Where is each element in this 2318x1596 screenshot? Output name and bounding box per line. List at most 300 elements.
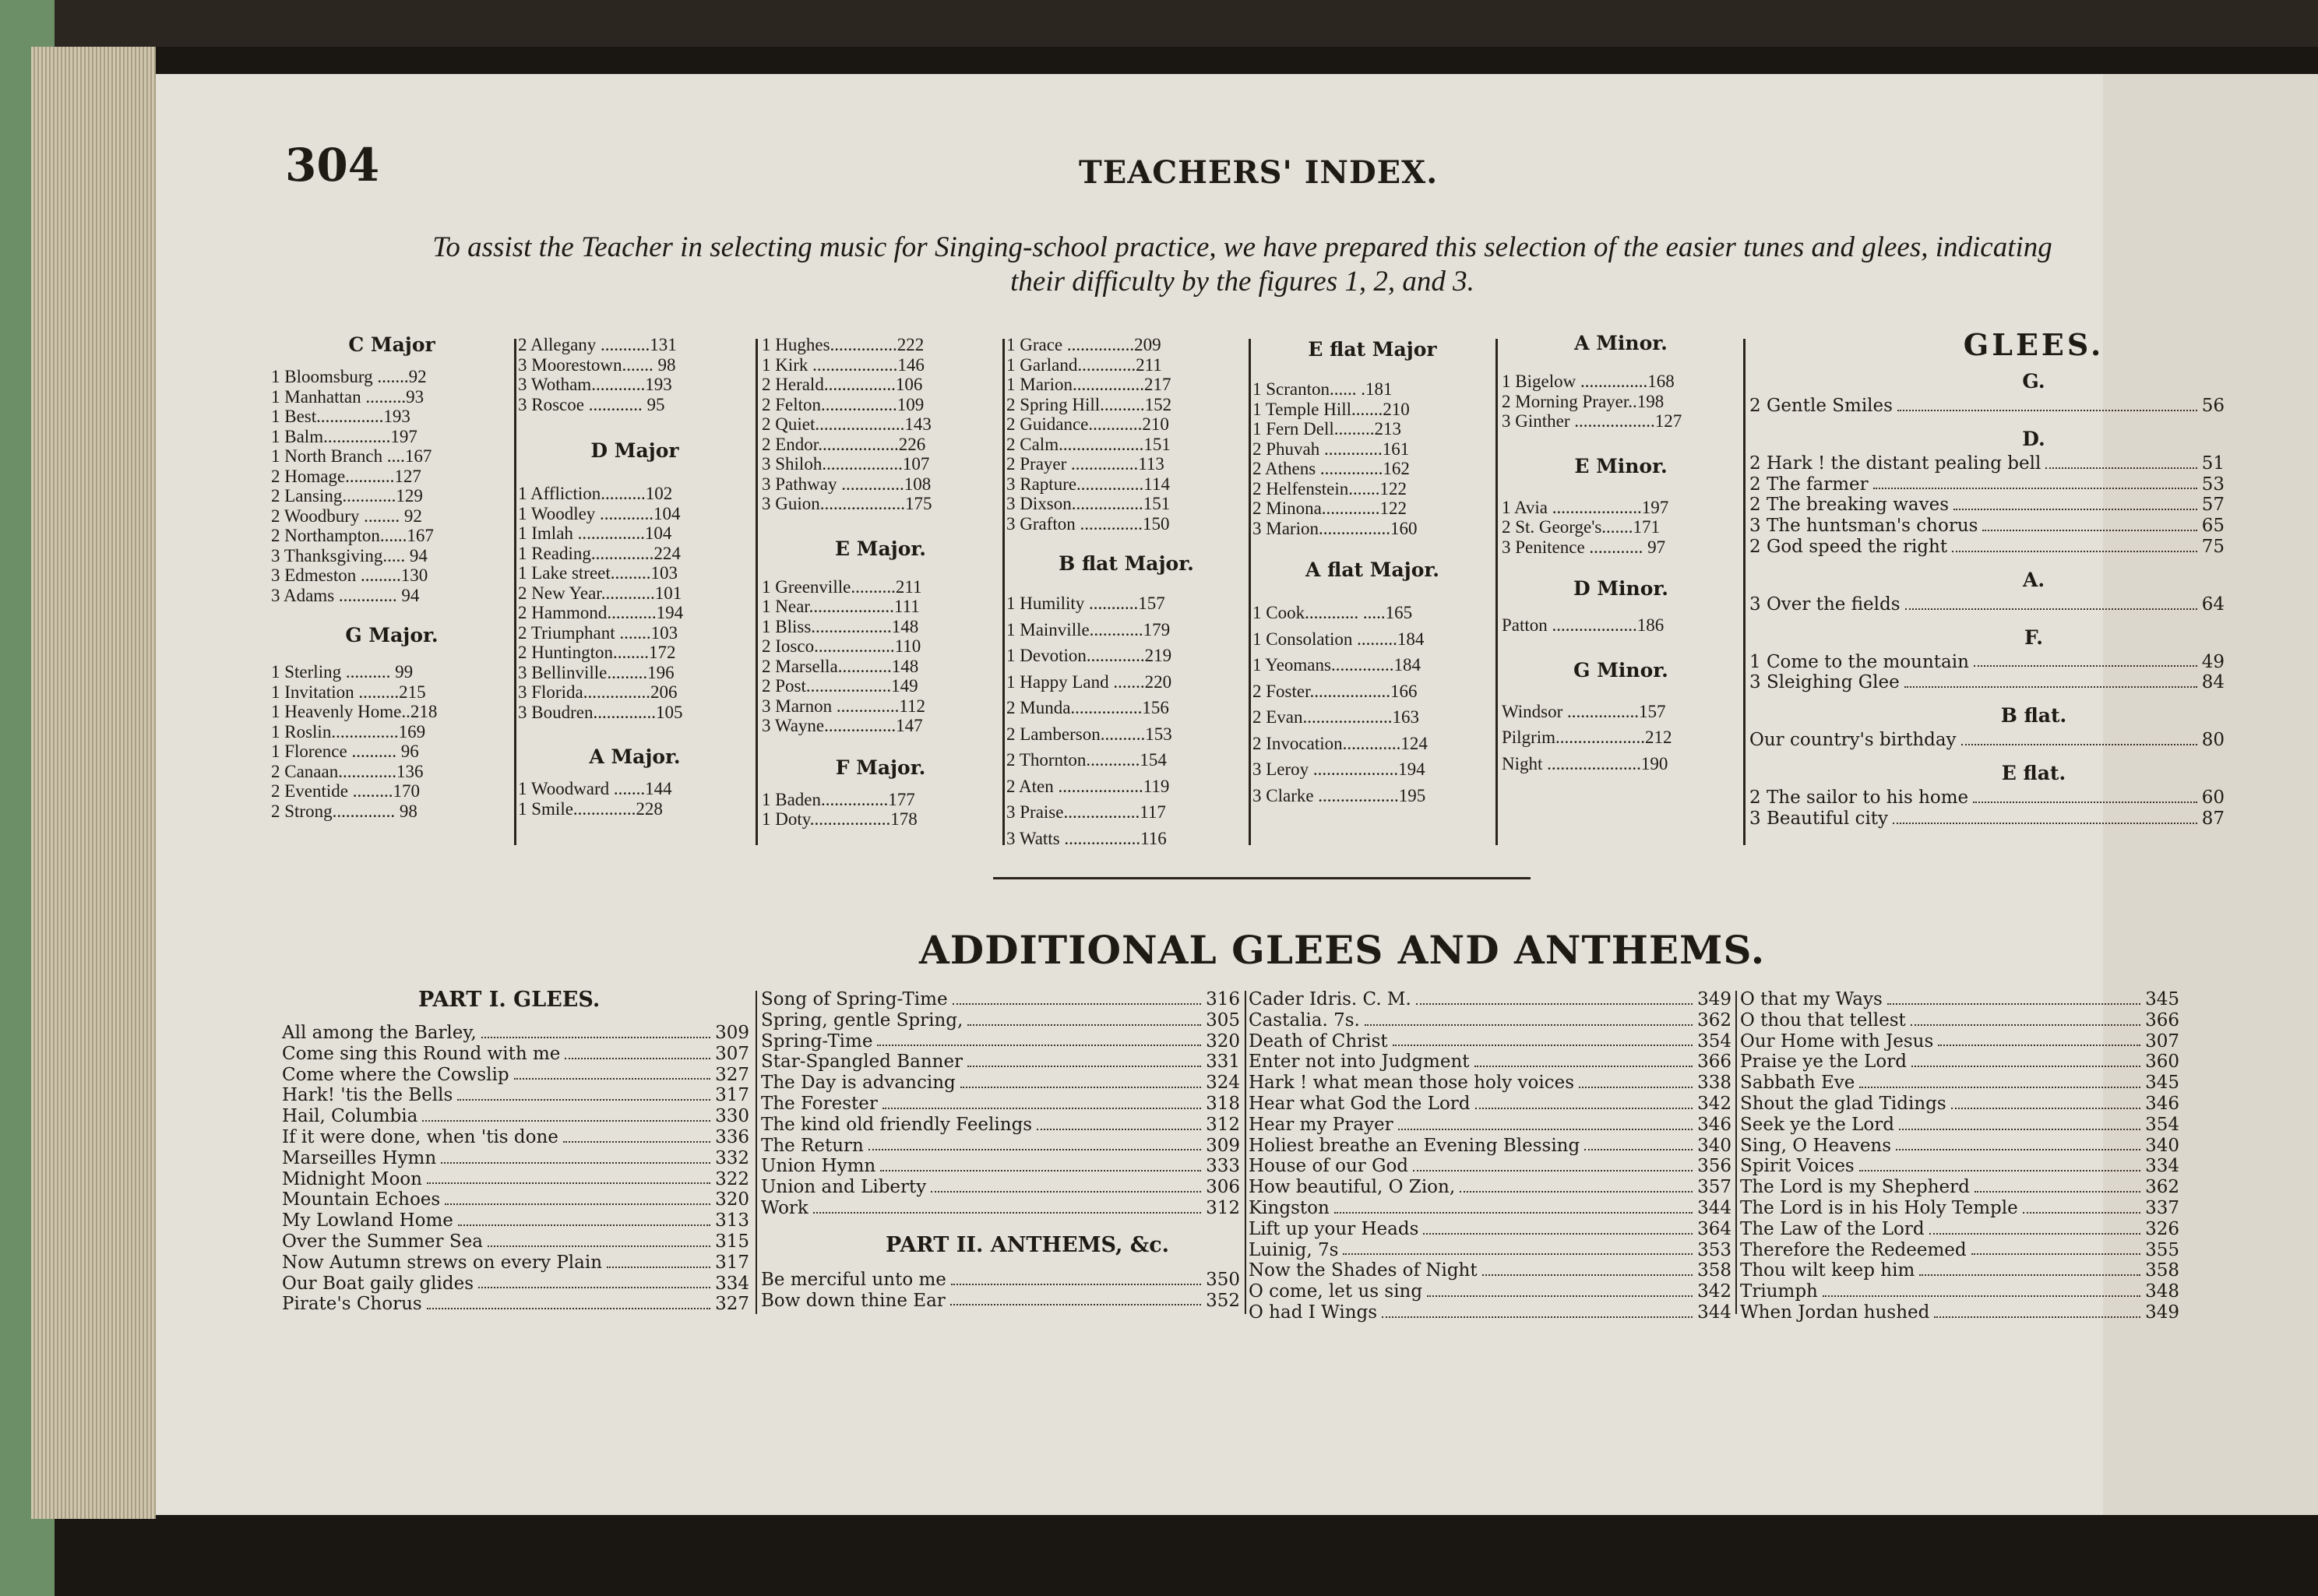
- entry-page: 316: [1206, 989, 1240, 1009]
- index-entry: [282, 1065, 749, 1086]
- dot-leader: [1416, 989, 1693, 1005]
- entry-title: Spring, gentle Spring,: [761, 1009, 963, 1031]
- glee-page: 56: [2201, 396, 2225, 416]
- entry-title: When Jordan hushed: [1740, 1302, 1930, 1323]
- entry-page: 334: [2145, 1156, 2179, 1177]
- entry-title: Song of Spring-Time: [761, 989, 948, 1009]
- tune-entry: 1 Doty..................178: [762, 809, 918, 829]
- tune-entry: 3 Adams ............. 94: [271, 585, 420, 605]
- index-entry: [1249, 1136, 1731, 1157]
- index-entry: [1740, 1260, 2179, 1281]
- entry-page: 305: [1206, 1009, 1240, 1031]
- tune-entry: 3 Rapture...............114: [1006, 474, 1170, 494]
- tune-entry: 2 Morning Prayer..198: [1502, 391, 1665, 411]
- entry-page: 346: [1697, 1114, 1731, 1135]
- dot-leader: [1934, 1302, 2140, 1318]
- tune-entry: 3 Edmeston .........130: [271, 565, 428, 585]
- dot-leader: [1873, 474, 2197, 490]
- dot-leader: [1929, 1219, 2141, 1235]
- entry-page: 350: [1206, 1269, 1240, 1290]
- glee-page: 60: [2201, 787, 2225, 808]
- tune-entry: 2 Helfenstein.......122: [1252, 478, 1407, 499]
- dot-leader: [481, 1023, 710, 1038]
- key-heading: C Major: [348, 333, 435, 356]
- dot-leader: [1482, 1260, 1693, 1276]
- entry-page: 360: [2145, 1052, 2179, 1073]
- index-entry: [761, 1291, 1240, 1312]
- tune-entry: 2 Eventide .........170: [271, 781, 420, 801]
- tune-list: [518, 335, 752, 414]
- index-entry: [1249, 1052, 1731, 1073]
- entry-title: Star-Spangled Banner: [761, 1052, 963, 1073]
- entry-page: 309: [1206, 1135, 1240, 1156]
- column-rule: [1245, 991, 1246, 1314]
- tune-list: [1006, 335, 1246, 534]
- key-heading: A Minor.: [1574, 332, 1668, 354]
- entry-title: Bow down thine Ear: [761, 1290, 946, 1311]
- key-heading: A Major.: [589, 745, 681, 768]
- dot-leader: [488, 1231, 710, 1247]
- dot-leader: [478, 1274, 710, 1289]
- tune-entry: Windsor ................157: [1502, 701, 1666, 721]
- dot-leader: [1952, 537, 2197, 552]
- entry-title: Kingston: [1249, 1197, 1330, 1218]
- entry-title: If it were done, when 'tis done: [282, 1126, 558, 1147]
- dot-leader: [427, 1169, 710, 1185]
- tune-entry: 3 Moorestown....... 98: [518, 354, 676, 375]
- tune-entry: 2 Guidance............210: [1006, 414, 1169, 434]
- dot-leader: [967, 1052, 1201, 1067]
- tune-entry: 2 Huntington........172: [518, 643, 676, 662]
- index-entry: [1249, 1219, 1731, 1240]
- section-divider: [993, 877, 1531, 879]
- dot-leader: [880, 1156, 1201, 1171]
- index-entry: [282, 1023, 749, 1044]
- entry-page: 342: [1697, 1093, 1731, 1114]
- tune-entry: 1 Happy Land .......220: [1006, 671, 1172, 692]
- index-entry: [1740, 1240, 2179, 1261]
- index-entry: [1249, 1094, 1731, 1115]
- tune-entry: 2 Felton.................109: [762, 394, 925, 414]
- key-heading: E flat Major: [1308, 338, 1437, 361]
- glee-entry: [1749, 474, 2225, 495]
- tune-entry: 2 Lamberson..........153: [1006, 724, 1172, 744]
- key-heading: D Minor.: [1573, 577, 1668, 600]
- tune-entry: 2 Endor..................226: [762, 434, 926, 454]
- dot-leader: [931, 1177, 1201, 1193]
- index-entry: [1249, 1156, 1731, 1177]
- entry-page: 318: [1206, 1093, 1240, 1114]
- dot-leader: [2023, 1198, 2140, 1214]
- glee-key-heading: G.: [2022, 370, 2045, 393]
- dot-leader: [1427, 1281, 1693, 1297]
- glee-title: 2 Gentle Smiles: [1749, 396, 1893, 416]
- index-entry: [282, 1294, 749, 1315]
- dot-leader: [514, 1065, 711, 1080]
- tune-entry: 2 Strong.............. 98: [271, 801, 417, 821]
- entry-page: 352: [1206, 1290, 1240, 1311]
- index-entry: [761, 1115, 1240, 1136]
- dot-leader: [1343, 1240, 1693, 1256]
- tune-entry: 1 North Branch ....167: [271, 446, 432, 466]
- glee-title: 2 Hark ! the distant pealing bell: [1749, 453, 2041, 474]
- glees-title: GLEES.: [1963, 327, 2105, 362]
- dot-leader: [1975, 1177, 2140, 1193]
- tune-entry: 1 Heavenly Home..218: [271, 702, 438, 721]
- column-rule: [756, 339, 758, 845]
- tune-entry: 1 Reading..............224: [518, 543, 681, 563]
- index-entry: [761, 1094, 1240, 1115]
- entry-title: O that my Ways: [1740, 989, 1883, 1009]
- glee-title: 3 Over the fields: [1749, 594, 1901, 615]
- entry-title: The kind old friendly Feelings: [761, 1114, 1033, 1135]
- glees-list: [1749, 370, 2225, 830]
- column-rule: [1743, 339, 1746, 845]
- tune-entry: 1 Hughes...............222: [762, 335, 925, 354]
- entry-page: 312: [1206, 1197, 1240, 1218]
- index-entry: [282, 1252, 749, 1274]
- tune-entry: 1 Smile..............228: [518, 798, 663, 819]
- tune-entry: 1 Mainville............179: [1006, 619, 1171, 639]
- dot-leader: [1904, 672, 2197, 688]
- tune-entry: 2 Athens ..............162: [1252, 459, 1410, 478]
- tune-entry: 2 Hammond...........194: [518, 603, 684, 622]
- entry-title: Come where the Cowslip: [282, 1064, 509, 1085]
- dot-leader: [1859, 1156, 2140, 1171]
- tune-entry: 2 Invocation.............124: [1252, 733, 1428, 753]
- key-heading: D Major: [590, 439, 679, 462]
- index-entry: [282, 1127, 749, 1148]
- entry-title: The Forester: [761, 1093, 878, 1114]
- entry-title: My Lowland Home: [282, 1210, 453, 1231]
- glee-title: 2 The sailor to his home: [1749, 787, 1969, 808]
- entry-page: 354: [2145, 1114, 2179, 1135]
- dot-leader: [1365, 1010, 1693, 1026]
- entry-title: The Law of the Lord: [1740, 1218, 1925, 1239]
- entry-title: O thou that tellest: [1740, 1009, 1906, 1031]
- tune-entry: 1 Woodward .......144: [518, 779, 672, 798]
- index-entry: [1740, 1010, 2179, 1031]
- entry-page: 357: [1697, 1177, 1731, 1198]
- dot-leader: [1474, 1052, 1693, 1067]
- entry-title: Our Boat gaily glides: [282, 1273, 474, 1294]
- tune-entry: 3 Praise.................117: [1006, 802, 1166, 822]
- glee-title: 2 The farmer: [1749, 474, 1869, 495]
- dot-leader: [1579, 1073, 1693, 1088]
- tune-entry: 1 Humility ...........157: [1006, 594, 1165, 613]
- page-title: TEACHERS' INDEX.: [1079, 154, 1439, 191]
- index-entry: [1740, 1094, 2179, 1115]
- tune-entry: 1 Balm...............197: [271, 426, 417, 446]
- entry-page: 315: [715, 1231, 749, 1252]
- tune-list: [1502, 699, 1740, 777]
- glee-title: 3 The huntsman's chorus: [1749, 516, 1978, 537]
- dot-leader: [1911, 1052, 2140, 1067]
- glee-page: 65: [2201, 516, 2225, 537]
- dot-leader: [1475, 1094, 1693, 1109]
- tune-entry: 3 Shiloh..................107: [762, 454, 930, 474]
- dot-leader: [960, 1073, 1201, 1088]
- dot-leader: [458, 1210, 710, 1226]
- entry-list: [282, 1023, 749, 1315]
- tune-entry: 1 Near...................111: [762, 597, 920, 616]
- index-entry: [1249, 1281, 1731, 1302]
- entry-title: House of our God: [1249, 1156, 1409, 1177]
- glee-page: 84: [2201, 672, 2225, 693]
- dot-leader: [1919, 1260, 2140, 1276]
- glees-part1-column: [282, 988, 749, 1315]
- tune-entry: Pilgrim....................212: [1502, 728, 1672, 747]
- entry-list: [761, 989, 1240, 1219]
- tune-entry: 1 Fern Dell.........213: [1252, 419, 1402, 439]
- entry-page: 331: [1206, 1052, 1240, 1073]
- tune-entry: 2 Northampton......167: [271, 526, 434, 545]
- page-number: 304: [285, 139, 380, 192]
- tune-entry: 1 Cook............ .....165: [1252, 603, 1413, 622]
- entry-list: [1740, 989, 2179, 1323]
- dot-leader: [2045, 453, 2196, 469]
- index-entry: [1740, 1136, 2179, 1157]
- entry-title: Mountain Echoes: [282, 1189, 441, 1210]
- tune-entry: 1 Marion................217: [1006, 375, 1171, 394]
- glee-key-heading: F.: [2024, 625, 2043, 649]
- tune-entry: 3 Wayne................147: [762, 716, 923, 735]
- column-rule: [1735, 991, 1737, 1314]
- key-heading: A flat Major.: [1305, 558, 1439, 581]
- entry-title: O had I Wings: [1249, 1302, 1378, 1323]
- entry-page: 334: [715, 1273, 749, 1294]
- entry-page: 344: [1697, 1302, 1731, 1323]
- page-edges: [31, 47, 156, 1519]
- glee-entry: [1749, 516, 2225, 537]
- entry-title: Union and Liberty: [761, 1177, 927, 1198]
- index-entry: [282, 1274, 749, 1295]
- index-entry: [761, 1031, 1240, 1052]
- background-top: [55, 0, 2318, 47]
- tune-entry: 2 Spring Hill..........152: [1006, 394, 1172, 414]
- glee-title: Our country's birthday: [1749, 730, 1957, 751]
- tune-entry: 3 Leroy ...................194: [1252, 759, 1425, 779]
- glee-title: 3 Beautiful city: [1749, 808, 1889, 829]
- entry-page: 358: [1697, 1260, 1731, 1281]
- part2-title: PART II. ANTHEMS, &c.: [886, 1232, 1170, 1257]
- tune-entry: 1 Lake street.........103: [518, 563, 678, 583]
- tune-entry: Patton ...................186: [1502, 615, 1665, 635]
- dot-leader: [1382, 1302, 1693, 1318]
- column-rule: [1002, 339, 1005, 845]
- key-heading: E Major.: [835, 537, 926, 560]
- dot-leader: [1938, 1031, 2140, 1047]
- entry-title: The Return: [761, 1135, 864, 1156]
- entry-page: 340: [2145, 1135, 2179, 1156]
- entry-title: Hark ! what mean those holy voices: [1249, 1073, 1575, 1094]
- glee-page: 51: [2201, 453, 2225, 474]
- key-heading: B flat Major.: [1059, 552, 1194, 575]
- tune-entry: 3 Wotham............193: [518, 375, 672, 394]
- entry-page: 333: [1206, 1156, 1240, 1177]
- glees-section: [1749, 327, 2225, 830]
- dot-leader: [445, 1189, 710, 1205]
- tune-entry: 1 Imlah ...............104: [518, 523, 672, 543]
- index-entry: [1740, 1198, 2179, 1219]
- glee-entry: [1749, 453, 2225, 474]
- tune-entry: 2 Woodbury ........ 92: [271, 506, 422, 526]
- key-heading: E Minor.: [1574, 454, 1668, 477]
- dot-leader: [427, 1294, 710, 1309]
- tune-list: [518, 484, 752, 722]
- index-entry: [761, 989, 1240, 1010]
- dot-leader: [951, 1270, 1201, 1285]
- entry-page: 338: [1697, 1073, 1731, 1094]
- tune-entry: 3 Marion................160: [1252, 518, 1418, 538]
- entry-page: 307: [2145, 1031, 2179, 1052]
- tune-entry: 1 Sterling .......... 99: [271, 662, 414, 682]
- entry-page: 306: [1206, 1177, 1240, 1198]
- dot-leader: [1460, 1177, 1693, 1193]
- tune-list: [762, 335, 999, 514]
- index-entry: [1249, 989, 1731, 1010]
- tune-entry: 1 Bloomsburg .......92: [271, 367, 427, 386]
- entry-page: 353: [1697, 1239, 1731, 1260]
- tune-entry: 1 Kirk ...................146: [762, 354, 925, 375]
- entry-page: 327: [715, 1064, 749, 1085]
- entry-title: Luinig, 7s: [1249, 1239, 1339, 1260]
- tune-entry: 3 Marnon ..............112: [762, 696, 925, 716]
- dot-leader: [1896, 1136, 2140, 1151]
- tune-entry: 2 Munda................156: [1006, 698, 1169, 717]
- tune-entry: 3 Florida...............206: [518, 682, 678, 702]
- glee-entry: [1749, 396, 2225, 417]
- dot-leader: [1951, 1094, 2140, 1109]
- tune-entry: 1 Florence .......... 96: [271, 742, 419, 761]
- index-entry: [1740, 1177, 2179, 1198]
- intro-text: [265, 231, 2220, 299]
- glee-entry: [1749, 537, 2225, 558]
- index-entry: [282, 1044, 749, 1065]
- dot-leader: [953, 989, 1202, 1005]
- dot-leader: [607, 1252, 710, 1268]
- entry-title: Enter not into Judgment: [1249, 1052, 1470, 1073]
- glee-page: 80: [2201, 730, 2225, 751]
- entry-title: Shout the glad Tidings: [1740, 1093, 1946, 1114]
- key-heading: G Major.: [345, 624, 439, 647]
- tune-entry: 1 Devotion.............219: [1006, 646, 1172, 665]
- tune-list: [1006, 590, 1246, 851]
- index-entry: [761, 1177, 1240, 1198]
- tune-entry: 3 Thanksgiving..... 94: [271, 545, 428, 565]
- entry-title: Thou wilt keep him: [1740, 1260, 1915, 1281]
- entry-title: Holiest breathe an Evening Blessing: [1249, 1135, 1580, 1156]
- tune-entry: 3 Dixson................151: [1006, 494, 1171, 513]
- glee-entry: [1749, 672, 2225, 693]
- index-entry: [282, 1148, 749, 1169]
- entry-page: 366: [2145, 1009, 2179, 1031]
- tune-entry: 2 Triumphant .......103: [518, 622, 678, 643]
- entry-title: Cader Idris. C. M.: [1249, 989, 1411, 1009]
- glee-page: 87: [2201, 808, 2225, 829]
- dot-leader: [1961, 730, 2197, 745]
- entry-title: Marseilles Hymn: [282, 1147, 437, 1168]
- column-rule: [1249, 339, 1251, 845]
- dot-leader: [1398, 1115, 1693, 1130]
- index-entry: [282, 1210, 749, 1231]
- tune-entry: 1 Grace ...............209: [1006, 335, 1161, 354]
- index-entry: [761, 1136, 1240, 1157]
- entry-title: The Lord is my Shepherd: [1740, 1177, 1970, 1198]
- entry-page: 349: [1697, 989, 1731, 1009]
- tune-entry: 2 Iosco..................110: [762, 636, 921, 656]
- entry-list: [1249, 989, 1731, 1323]
- entry-title: Praise ye the Lord: [1740, 1052, 1907, 1073]
- dot-leader: [1037, 1115, 1201, 1130]
- anthems-column-2: [1740, 989, 2179, 1323]
- tune-list: [1502, 615, 1740, 636]
- glee-entry: [1749, 652, 2225, 673]
- tune-entry: 2 Allegany ...........131: [518, 335, 677, 354]
- key-column-1: [271, 333, 513, 821]
- glee-page: 53: [2201, 474, 2225, 495]
- entry-title: Union Hymn: [761, 1156, 876, 1177]
- entry-page: 362: [1697, 1009, 1731, 1031]
- tune-entry: 1 Scranton...... .181: [1252, 379, 1393, 399]
- tune-list: [271, 367, 513, 605]
- column-rule: [1495, 339, 1498, 845]
- index-entry: [1249, 1031, 1731, 1052]
- index-entry: [1740, 1302, 2179, 1323]
- index-entry: [1740, 1281, 2179, 1302]
- entry-page: 307: [715, 1043, 749, 1064]
- glee-entry: [1749, 730, 2225, 751]
- entry-page: 326: [2145, 1218, 2179, 1239]
- index-entry: [1249, 1115, 1731, 1136]
- glee-title: 2 The breaking waves: [1749, 495, 1950, 516]
- tune-entry: 2 Homage...........127: [271, 466, 421, 486]
- tune-entry: 1 Best...............193: [271, 407, 410, 426]
- entry-page: 346: [2145, 1093, 2179, 1114]
- entry-page: 344: [1697, 1197, 1731, 1218]
- entry-title: Spirit Voices: [1740, 1156, 1855, 1177]
- dot-leader: [813, 1198, 1201, 1214]
- dot-leader: [1911, 1010, 2140, 1026]
- tune-entry: 3 Penitence ............ 97: [1502, 537, 1666, 557]
- entry-page: 366: [1697, 1052, 1731, 1073]
- tune-entry: 3 Grafton ..............150: [1006, 513, 1170, 534]
- dot-leader: [1423, 1219, 1693, 1235]
- glee-entry: [1749, 787, 2225, 809]
- dot-leader: [967, 1010, 1201, 1026]
- entry-page: 348: [2145, 1281, 2179, 1302]
- column-rule: [514, 339, 516, 845]
- glees-part1-column-2: [761, 989, 1240, 1311]
- entry-title: Over the Summer Sea: [282, 1231, 483, 1252]
- entry-title: Hail, Columbia: [282, 1106, 418, 1127]
- entry-page: 324: [1206, 1073, 1240, 1094]
- tune-entry: 2 Evan....................163: [1252, 707, 1420, 727]
- entry-page: 332: [715, 1147, 749, 1168]
- tune-entry: 2 Post...................149: [762, 676, 918, 696]
- glee-key-heading: A.: [2022, 568, 2045, 591]
- entry-page: 356: [1697, 1156, 1731, 1177]
- key-column-6: [1502, 332, 1740, 777]
- tune-entry: 2 Calm...................151: [1006, 434, 1171, 454]
- tune-entry: 3 Guion...................175: [762, 494, 932, 513]
- intro-line-2: their difficulty by the figures 1, 2, and 3.: [1010, 266, 1474, 298]
- tune-entry: 3 Bellinville.........196: [518, 662, 675, 682]
- tune-entry: 3 Boudren..............105: [518, 702, 683, 722]
- entry-page: 364: [1697, 1218, 1731, 1239]
- dot-leader: [422, 1106, 710, 1122]
- entry-title: Midnight Moon: [282, 1168, 422, 1189]
